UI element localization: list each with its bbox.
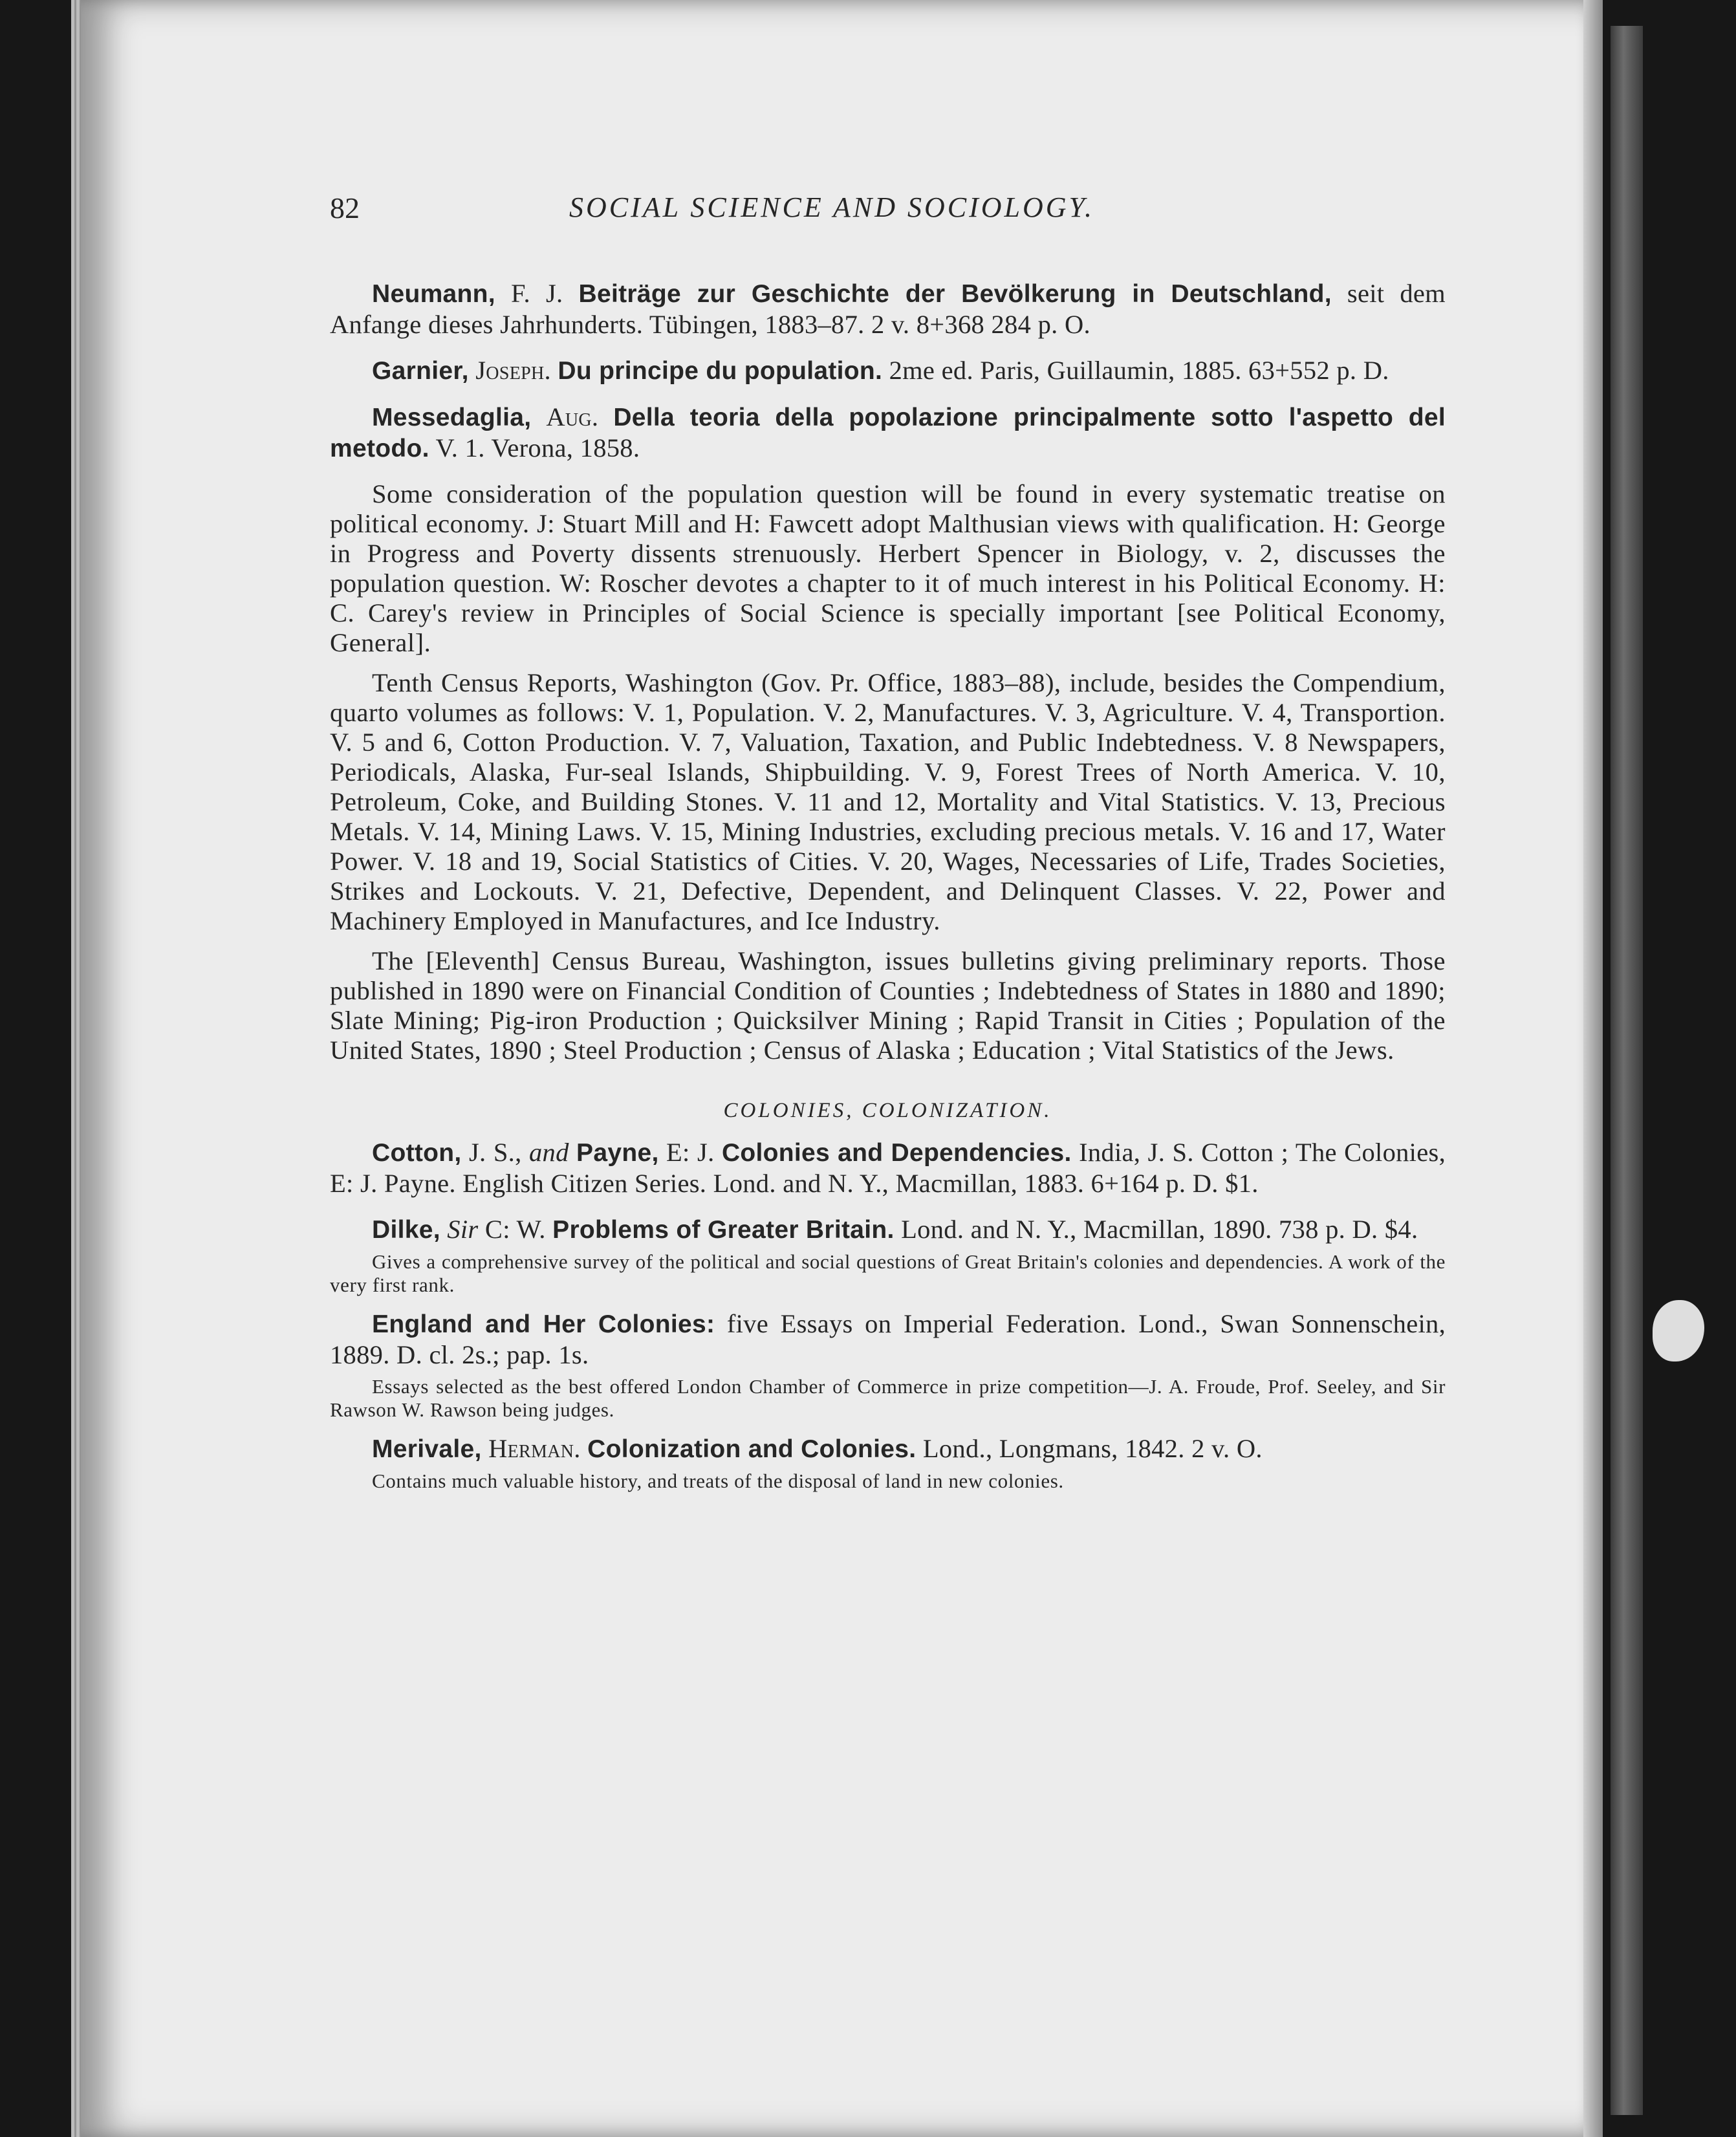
- work-title: Colonies and Dependencies.: [721, 1139, 1072, 1167]
- author-given-name: Joseph.: [475, 356, 551, 385]
- author-title-prefix: Sir: [447, 1215, 479, 1244]
- entry-neumann: [330, 278, 1446, 340]
- author-name: Payne,: [576, 1139, 659, 1167]
- work-title: Della teoria della popolazione principalmente sotto l'aspetto del metodo.: [330, 404, 1446, 462]
- author-given-name: E: J.: [666, 1138, 715, 1167]
- entry-details: Lond., Longmans, 1842. 2 v. O.: [922, 1434, 1263, 1463]
- page-title: SOCIAL SCIENCE AND SOCIOLOGY.: [569, 191, 1094, 223]
- entry-messedaglia: [330, 402, 1446, 464]
- page-fold-shadow: [1583, 0, 1603, 2137]
- author-given-name: Herman.: [488, 1434, 581, 1463]
- entry-details: seit dem Anfange dieses Jahrhunderts. Tübingen, 1883–87. 2 v. 8+368 284 p. O.: [330, 279, 1446, 339]
- author-name: Dilke,: [372, 1216, 440, 1244]
- author-name: Garnier,: [372, 357, 469, 385]
- entry-details: 2me ed. Paris, Guillaumin, 1885. 63+552 p. D.: [889, 356, 1389, 385]
- next-page-edge: [1611, 26, 1643, 2115]
- entry-details: V. 1. Verona, 1858.: [435, 433, 640, 462]
- author-given-name: F. J.: [510, 279, 563, 308]
- entry-note: Gives a comprehensive survey of the political and social questions of Great Britain's colonies and dependencies. A work of the very first rank.: [330, 1250, 1446, 1296]
- conjunction: and: [528, 1138, 569, 1167]
- text-block: [330, 191, 1446, 1504]
- entry-details: India, J. S. Cotton ; The Colonies, E: J. Payne. English Citizen Series. Lond. and N. Y., Macmillan, 1883. 6+164 p. D. $1.: [330, 1138, 1446, 1198]
- running-head: [330, 191, 1446, 236]
- paper-stain: [1653, 1300, 1704, 1361]
- entry-note: Contains much valuable history, and treats of the disposal of land in new colonies.: [372, 1470, 1064, 1492]
- paragraph-eleventh-census: The [Eleventh] Census Bureau, Washington, issues bulletins giving preliminary reports. Those published in 1890 were on Financial Condition of Counties ; Indebtedness of States in 1880 and 1890; Slate Mining; Pig-iron Production ; Quicksilver Mining ; Rapid Transit in Cities ; Population of the United States, 1890 ; Steel Production ; Census of Alaska ; Education ; Vital Statistics of the Jews.: [330, 946, 1446, 1065]
- author-name: Neumann,: [372, 280, 495, 308]
- entry-details: five Essays on Imperial Federation. Lond., Swan Sonnenschein, 1889. D. cl. 2s.; pap. 1s.: [330, 1309, 1446, 1369]
- author-given-name: C: W.: [484, 1215, 546, 1244]
- page-number: 82: [330, 191, 360, 224]
- paragraph-tenth-census: Tenth Census Reports, Washington (Gov. Pr. Office, 1883–88), include, besides the Compendium, quarto volumes as follows: V. 1, Population. V. 2, Manufactures. V. 3, Agriculture. V. 4, Transportion. V. 5 and 6, Cotton Production. V. 7, Valuation, Taxation, and Public Indebtedness. V. 8 Newspapers, Periodicals, Alaska, Fur-seal Islands, Shipbuilding. V. 9, Forest Trees of North America. V. 10, Petroleum, Coke, and Building Stones. V. 11 and 12, Mortality and Vital Statistics. V. 13, Precious Metals. V. 14, Mining Laws. V. 15, Mining Industries, excluding precious metals. V. 16 and 17, Water Power. V. 18 and 19, Social Statistics of Cities. V. 20, Wages, Necessaries of Life, Trades Societies, Strikes and Lockouts. V. 21, Defective, Dependent, and Delinquent Classes. V. 22, Power and Machinery Employed in Manufactures, and Ice Industry.: [330, 668, 1446, 935]
- work-title: England and Her Colonies:: [372, 1310, 715, 1338]
- work-title: Problems of Greater Britain.: [552, 1216, 895, 1244]
- entry-england-colonies: [330, 1308, 1446, 1370]
- entry-garnier: [330, 355, 1446, 386]
- author-given-name: Aug.: [546, 402, 599, 431]
- work-title: Du principe du population.: [558, 357, 883, 385]
- entry-dilke: [330, 1214, 1446, 1245]
- work-title: Beiträge zur Geschichte der Bevölkerung in Deutschland,: [578, 280, 1332, 308]
- entry-note: Essays selected as the best offered London Chamber of Commerce in prize competition—J. A. Froude, Prof. Seeley, and Sir Rawson W. Rawson being judges.: [330, 1375, 1446, 1421]
- entry-cotton-payne: [330, 1137, 1446, 1199]
- entry-merivale: [330, 1433, 1446, 1464]
- author-name: Merivale,: [372, 1435, 482, 1463]
- section-heading: COLONIES, COLONIZATION.: [723, 1099, 1052, 1122]
- author-given-name: J. S.,: [468, 1138, 522, 1167]
- work-title: Colonization and Colonies.: [587, 1435, 917, 1463]
- entry-details: Lond. and N. Y., Macmillan, 1890. 738 p. D. $4.: [901, 1215, 1418, 1244]
- author-name: Cotton,: [372, 1139, 462, 1167]
- paragraph-population-question: Some consideration of the population question will be found in every systematic treatise on political economy. J: Stuart Mill and H: Fawcett adopt Malthusian views with qualification. H: George in Progress and Poverty dissents strenuously. Herbert Spencer in Biology, v. 2, discusses the population question. W: Roscher devotes a chapter to it of much interest in his Political Economy. H: C. Carey's review in Principles of Social Science is specially important [see Political Economy, General].: [330, 479, 1446, 657]
- author-name: Messedaglia,: [372, 404, 532, 431]
